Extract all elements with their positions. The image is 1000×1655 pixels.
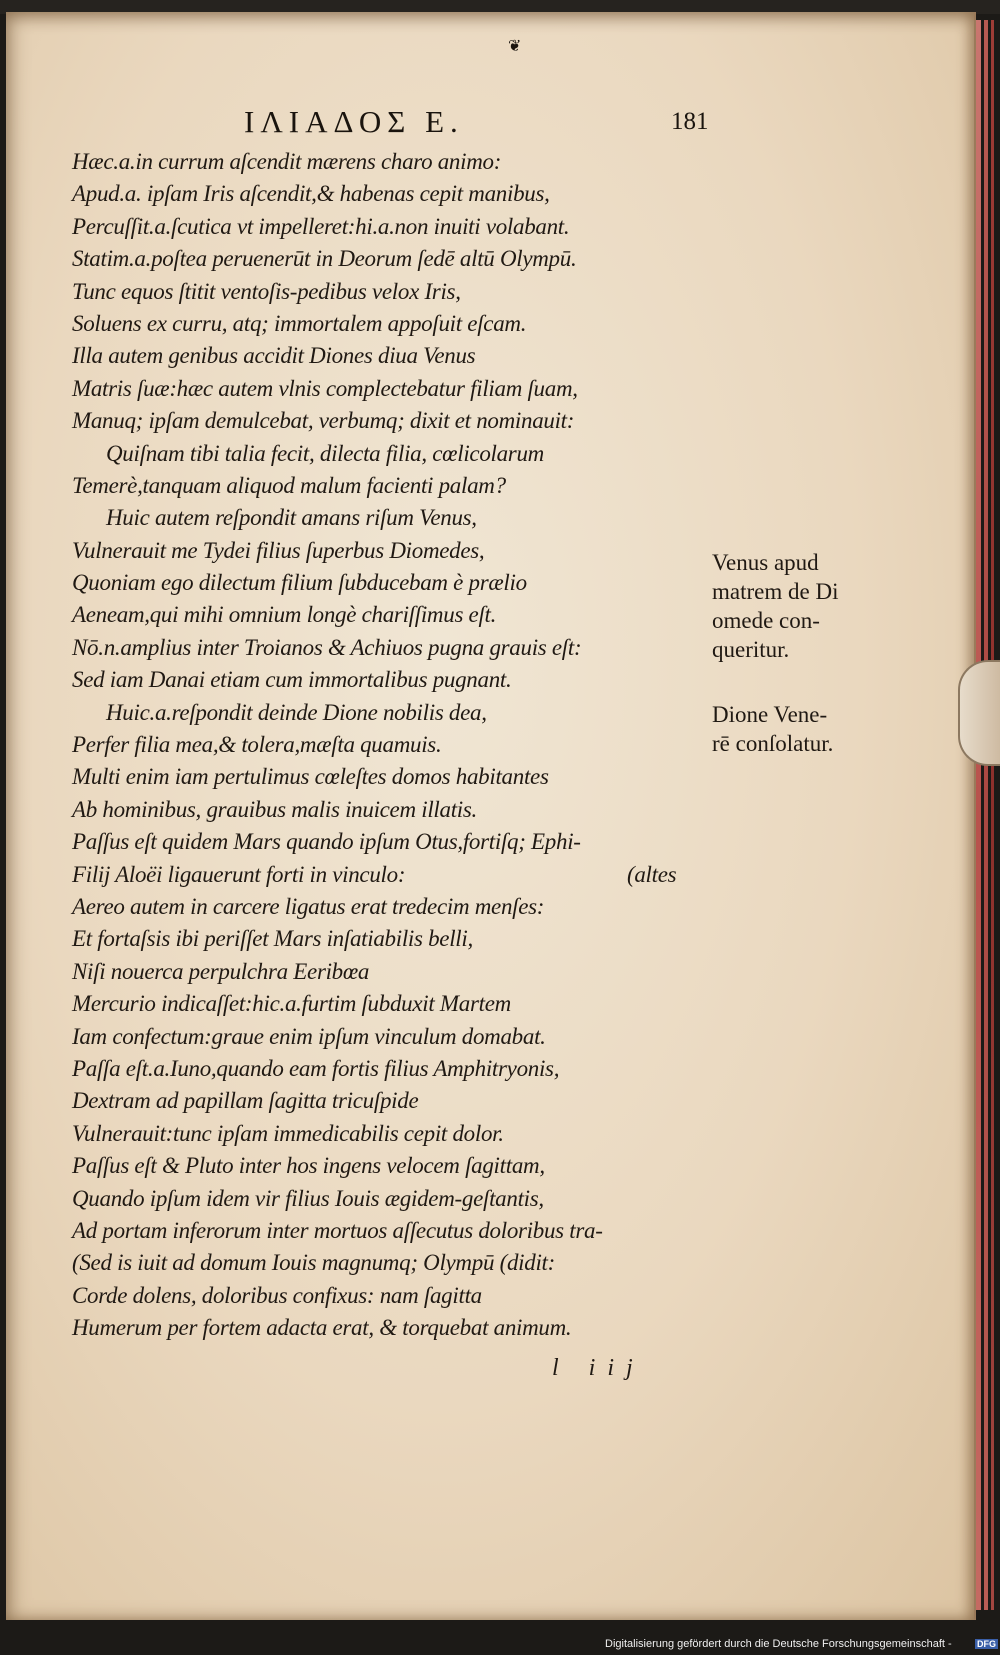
book-page [6,12,976,1620]
verse-line: Multi enim iam pertulimus cœleſtes domos habitantes [72,764,549,790]
verse-line: Dextram ad papillam ſagitta tricuſpide [72,1088,419,1114]
verse-line: Humerum per fortem adacta erat, & torquebat animum. [72,1315,572,1341]
gloss-line: matrem de Di [712,579,839,604]
verse-line: Matris ſuæ:hæc autem vlnis complectebatur filiam ſuam, [72,375,578,401]
book-clasp [958,660,1000,766]
dfg-logo: DFG [977,1639,996,1649]
page-edge [976,20,981,1610]
verse-line: Et fortaſsis ibi periſſet Mars inſatiabilis belli, [72,926,473,952]
verse-text: Filij Aloëi ligauerunt forti in vinculo: [72,861,406,887]
verse-line: Quoniam ego dilectum filium ſubducebam è prælio [72,570,527,596]
verse-line: Mercurio indicaſſet:hic.a.furtim ſubduxit Martem [72,991,511,1017]
verse-line: (Sed is iuit ad domum Iouis magnumq; Olympū (didit: [72,1250,555,1276]
verse-line: Ab hominibus, grauibus malis inuicem illatis. [72,796,477,822]
page-edge [991,20,994,1610]
gloss-line: omede con- [712,608,820,633]
verse-line: Quando ipſum idem vir filius Iouis ægidem-geſtantis, [72,1185,544,1211]
ornament-mark: ❦ [508,38,522,55]
verse-line: Hæc.a.in currum aſcendit mærens charo animo: [72,149,502,174]
gloss-line: Dione Vene- [712,702,828,727]
verse-line: Corde dolens, doloribus confixus: nam ſagitta [72,1282,482,1308]
verse-line: Apud.a. ipſam Iris aſcendit,& habenas cepit manibus, [72,181,550,207]
verse-line: Percuſſit.a.ſcutica vt impelleret:hi.a.non inuiti volabant. [72,213,570,239]
digitization-credit: Digitalisierung gefördert durch die Deutsche Forschungsgemeinschaft - [605,1638,952,1650]
verse-line: Aeneam,qui mihi omnium longè chariſſimus eſt. [72,602,497,628]
gloss-line: Venus apud [712,550,819,575]
verse-line: Niſi nouerca perpulchra Eeribœa [72,958,370,984]
verse-line: Manuq; ipſam demulcebat, verbumq; dixit et nominauit: [72,408,575,434]
verse-block [72,146,722,1344]
verse-line: Paſſus eſt & Pluto inter hos ingens velocem ſagittam, [72,1153,545,1179]
verse-line: Paſſa eſt.a.Iuno,quando eam fortis filius Amphitryonis, [72,1055,560,1081]
verse-line: Perfer filia mea,& tolera,mæſta quamuis. [72,732,442,758]
page-number: 181 [671,108,709,135]
verse-line: Quiſnam tibi talia fecit, dilecta filia, cœlicolarum [106,440,544,466]
verse-line: Soluens ex curru, atq; immortalem appoſuit eſcam. [72,310,527,336]
verse-line: Huic autem reſpondit amans riſum Venus, [106,505,477,531]
verse-line: Aereo autem in carcere ligatus erat tredecim menſes: [72,893,545,919]
verse-line: Huic.a.reſpondit deinde Dione nobilis dea, [106,699,487,725]
marginal-gloss [712,700,887,758]
verse-line [72,859,722,891]
verse-line: Statim.a.poſtea peruenerūt in Deorum ſedē altū Olympū. [72,246,577,272]
verse-line: Paſſus eſt quidem Mars quando ipſum Otus,fortiſq; Ephi- [72,829,581,855]
verse-line: Tunc equos ſtitit ventoſis-pedibus velox Iris, [72,278,461,304]
gloss-line: rē conſolatur. [712,731,834,756]
marginal-gloss [712,548,887,664]
running-head: ΙΛΙΑΔΟΣ Ε. [244,104,464,139]
verse-line: Vulnerauit:tunc ipſam immedicabilis cepit dolor. [72,1120,504,1146]
gloss-line: queritur. [712,637,790,662]
verse-fragment: (altes [627,861,677,887]
verse-line: Iam confectum:graue enim ipſum vinculum domabat. [72,1023,546,1049]
verse-line: Vulnerauit me Tydei filius ſuperbus Diomedes, [72,537,485,563]
signature-mark: l iij [552,1355,645,1381]
verse-line: Temerè,tanquam aliquod malum facienti palam? [72,472,506,498]
verse-line: Illa autem genibus accidit Diones diua Venus [72,343,476,369]
verse-line: Nō.n.amplius inter Troianos & Achiuos pugna grauis eſt: [72,634,582,660]
verse-line: Sed iam Danai etiam cum immortalibus pugnant. [72,667,512,693]
verse-line: Ad portam inferorum inter mortuos aſſecutus doloribus tra- [72,1217,603,1243]
page-edge [984,20,988,1610]
